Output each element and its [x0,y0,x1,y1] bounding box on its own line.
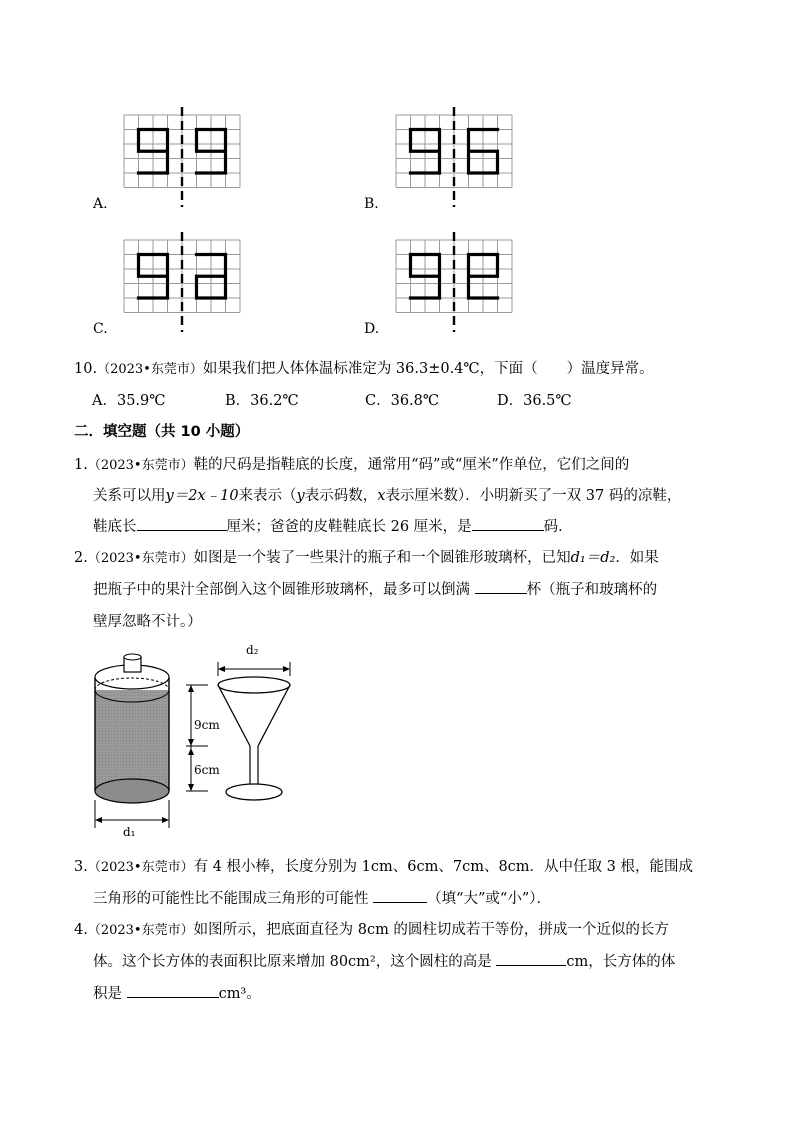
option-b-figure [394,107,514,207]
question-text: 把瓶子中的果汁全部倒入这个圆锥形玻璃杯，最多可以倒满 [93,582,470,598]
option-d-figure [394,232,514,332]
question-source: （2023•东莞市） [87,458,194,473]
question-text: 鞋的尺码是指鞋底的长度，通常用“码”或“厘米”作单位，它们之间的 [193,457,630,473]
formula: y＝2x﹣10 [165,488,239,504]
option-c-label: C. [93,321,108,337]
question-source: （2023•东莞市） [97,362,203,377]
question-number: 2. [74,550,88,566]
question-text: cm³。 [218,986,261,1002]
option-d: D．36.5℃ [497,393,572,409]
question-10 [74,357,754,407]
question-3 [74,855,764,905]
option-b-label: B. [364,196,379,212]
answer-blank[interactable] [472,516,544,531]
variable: x [377,488,386,504]
option-a: A．35.9℃ [92,393,166,409]
section-title: 二．填空题（共 10 小题） [74,424,250,440]
question-text: 关系可以用 [93,488,166,504]
question-number: 4. [74,922,88,938]
question-source: （2023•东莞市） [87,923,194,938]
question-text: 码． [543,519,573,535]
d2-label: d₂ [246,643,259,657]
option-b: B．36.2℃ [225,393,299,409]
question-text: 杯（瓶子和玻璃杯的 [526,582,658,598]
question-text: （填“大”或“小”）． [427,891,552,907]
question-text: 来表示（ [238,488,297,504]
question-number: 3. [74,859,88,875]
question-text: 鞋底长 [93,519,137,535]
option-d-label: D. [364,321,380,337]
question-text: 厘米；爸爸的皮鞋鞋底长 26 厘米，是 [226,519,472,535]
bottle-icon [95,654,169,828]
bottle-and-glass-figure [86,640,316,840]
option-a-label: A. [93,196,108,212]
question-text: 有 4 根小棒，长度分别为 1cm、6cm、7cm、8cm．从中任取 3 根，能围成 [193,859,693,875]
question-text: 表示厘米数）．小明新买了一双 37 码的凉鞋， [385,488,682,504]
question-text: 体。这个长方体的表面积比原来增加 80cm²，这个圆柱的高是 [93,954,492,970]
question-text: cm，长方体的体 [566,954,676,970]
question-text: 表示码数， [304,488,378,504]
question-text: ．如果 [615,550,659,566]
d1-label: d₁ [123,825,136,839]
question-number: 1. [74,457,88,473]
answer-blank[interactable] [127,983,219,998]
option-c: C．36.8℃ [365,393,440,409]
question-1 [74,453,764,533]
answer-blank[interactable] [373,888,427,903]
question-4 [74,918,764,1002]
question-text: 如果我们把人体体温标准定为 36.3±0.4℃，下面（ ）温度异常。 [202,361,654,377]
variable: y [296,488,305,504]
question-2 [74,546,764,630]
question-text: 如图所示，把底面直径为 8cm 的圆柱切成若干等份，拼成一个近似的长方 [193,922,669,938]
answer-blank[interactable] [496,951,566,966]
question-text: 壁厚忽略不计。） [93,614,202,630]
answer-blank[interactable] [475,579,527,594]
q9-figures [0,0,794,340]
question-text: 积是 [93,986,122,1002]
option-c-figure [122,232,242,332]
question-text: 三角形的可能性比不能围成三角形的可能性 [93,891,369,907]
question-source: （2023•东莞市） [87,860,194,875]
height-label-cone: 9cm [194,718,220,732]
question-number: 10. [74,361,98,377]
height-label-stem: 6cm [194,763,220,777]
question-source: （2023•东莞市） [87,551,194,566]
option-a-figure [122,107,242,207]
answer-blank[interactable] [137,516,227,531]
cone-glass-icon [218,662,290,800]
condition: d₁＝d₂ [570,550,616,566]
question-text: 如图是一个装了一些果汁的瓶子和一个圆锥形玻璃杯，已知 [193,550,571,566]
